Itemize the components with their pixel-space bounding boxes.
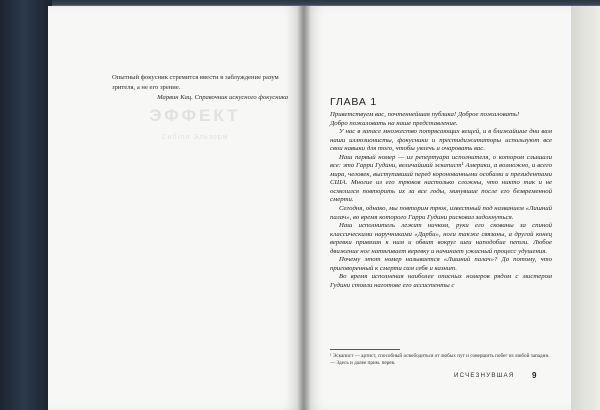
bleed-title: ЭФФЕКТ xyxy=(149,106,241,125)
paragraph: Наш исполнитель лежит ничком, руки его скованы за спиной классическими наручниками «Дарби», ноги также связаны, а другой конец веревки привязан к ним и обвит вокруг шеи наподобие петли. Любое движение ног натягивает веревку и начинает ужасный процесс удушения. xyxy=(330,222,552,255)
paragraph: Почему этот номер называется «Лишний палач»? Да потому, что приговоренный к смерти сам себя и казнит. xyxy=(330,256,552,272)
footnote-text: ¹ Эскапист — артист, способный освободиться от любых пут и совершить побег из любой западни. — Здесь и далее прим. перев. xyxy=(330,353,550,367)
epigraph xyxy=(112,73,288,103)
paragraph: Во время исполнения наиболее опасных номеров рядом с мистером Гудини стояли наготове его ассистенты с xyxy=(330,273,552,289)
paragraph: Сегодня, однако, мы повторим трюк, известный под названием «Лишний палач», во время которого Гарри Гудини рисковал задохнуться. xyxy=(330,205,552,221)
page-number: 9 xyxy=(532,371,537,380)
book-cover-edge xyxy=(0,0,52,410)
footnote xyxy=(330,349,552,367)
bleed-subtitle: Сибілл Эльзорм xyxy=(161,134,229,141)
epigraph-text: Опытный фокусник стремится ввести в заблуждение разум зрителя, а не его зрение. xyxy=(112,74,279,91)
book-gutter xyxy=(298,6,310,410)
bleed-through-title xyxy=(135,106,255,141)
paragraph: Приветствуем вас, почтеннейшая публика! Доброе пожаловать! xyxy=(330,111,520,118)
paragraph: Наш первый номер — из репертуара исполнителя, о котором слышали все: это Гарри Гудини, величайший эскапист¹ Америки, а возможно, и всего мира, человек, выступавший перед коронованными особами и президентами США. Многие из его трюков настолько сложны, что никто так и не осмелился повторить их за все годы, минувшие после его безвременной смерти. xyxy=(330,153,552,204)
paragraph: Добро пожаловать на наше представление. xyxy=(330,119,458,127)
left-page xyxy=(48,6,303,410)
chapter-heading: ГЛАВА 1 xyxy=(330,96,378,108)
footnote-rule xyxy=(330,349,400,350)
paragraph: У нас в запасе множество потрясающих вещей, и в ближайшие дни вам наши иллюзионисты, фокусники и престидижитаторы используют все свои навыки для того, чтобы увлечь и очаровать вас. xyxy=(330,128,552,153)
running-head: ИСЧЕЗНУВШАЯ xyxy=(454,372,515,379)
epigraph-attribution: Марвин Кац. Справочник искусного фокусника xyxy=(157,94,288,102)
page-stack-edge xyxy=(571,6,600,410)
chapter-body xyxy=(330,111,552,290)
